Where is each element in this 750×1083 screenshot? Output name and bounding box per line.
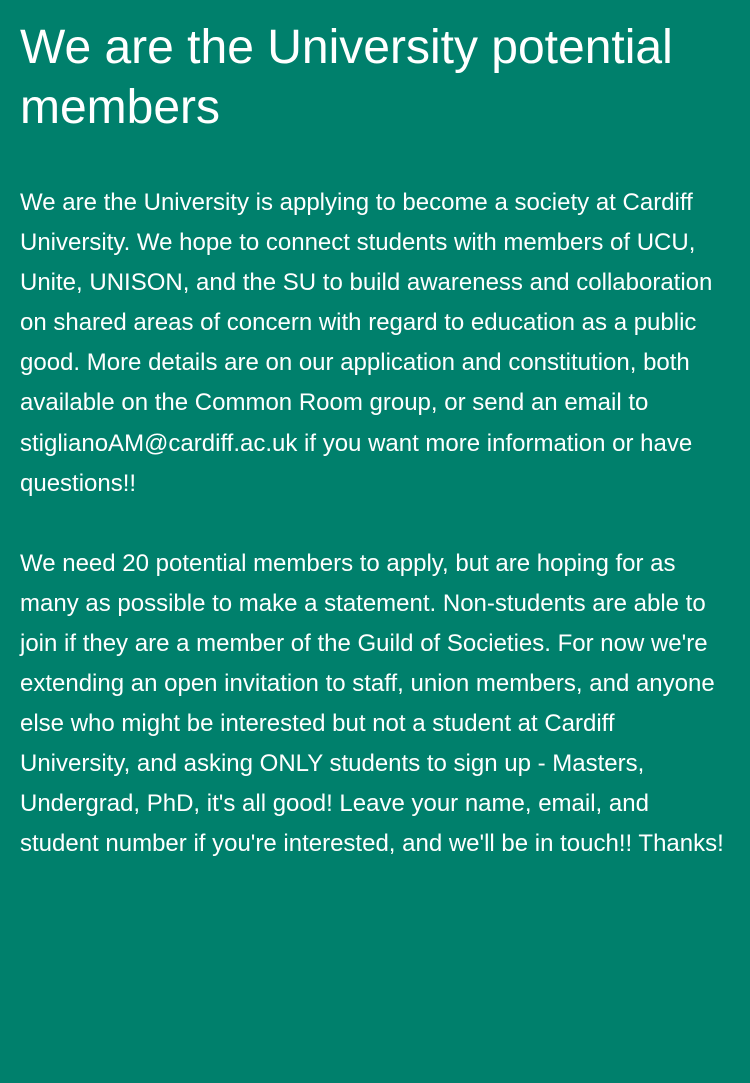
description-body [20, 183, 730, 865]
page-title: We are the University potential members [20, 21, 673, 134]
description-paragraph: We are the University is applying to become a society at Cardiff University. We hope to connect students with members of UCU, Unite, UNISON, and the SU to build awareness and collaboration on shared areas of concern with regard to education as a public good. More details are on our application and constitution, both available on the Common Room group, or send an email to stiglianoAM@cardiff.ac.uk if you want more information or have questions!! [20, 189, 713, 497]
description-paragraph: We need 20 potential members to apply, but are hoping for as many as possible to make a statement. Non-students are able to join if they are a member of the Guild of Societies. For now we're extending an open invitation to staff, union members, and anyone else who might be interested but not a student at Cardiff University, and asking ONLY students to sign up - Masters, Undergrad, PhD, it's all good! Leave your name, email, and student number if you're interested, and we'll be in touch!! Thanks! [20, 549, 724, 858]
